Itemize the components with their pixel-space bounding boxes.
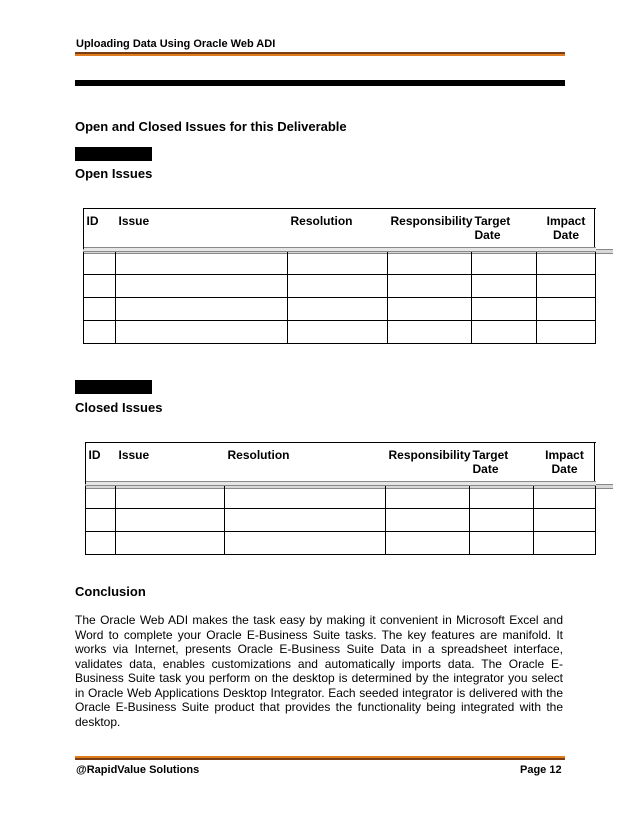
table-header-row <box>86 443 596 482</box>
table-row <box>86 532 596 555</box>
footer-rule-brown <box>75 758 565 760</box>
column-header-issue: Issue <box>116 209 288 248</box>
page-header-title: Uploading Data Using Oracle Web ADI <box>76 38 276 50</box>
table-row <box>84 252 596 275</box>
column-header-id: ID <box>84 209 116 248</box>
column-header-id: ID <box>86 443 116 482</box>
conclusion-heading: Conclusion <box>75 584 146 599</box>
column-header-responsibility: Responsibility <box>388 209 472 248</box>
section-title: Open and Closed Issues for this Deliverable <box>75 119 347 134</box>
table-row <box>86 486 596 509</box>
table-row <box>84 298 596 321</box>
column-header-issue: Issue <box>116 443 225 482</box>
column-header-resolution: Resolution <box>225 443 386 482</box>
column-header-target-date: Target Date <box>470 443 534 482</box>
open-issues-table <box>83 208 596 344</box>
column-header-target-date: Target Date <box>472 209 537 248</box>
column-header-responsibility: Responsibility <box>386 443 470 482</box>
table-row <box>84 321 596 344</box>
redacted-block <box>75 147 152 161</box>
column-header-impact-date: Impact Date <box>537 209 596 248</box>
redacted-block <box>75 380 152 394</box>
footer-page-number: Page 12 <box>520 764 562 776</box>
column-header-resolution: Resolution <box>288 209 388 248</box>
table-row <box>84 275 596 298</box>
section-rule-black <box>75 80 565 86</box>
closed-issues-table <box>85 442 596 555</box>
closed-issues-heading: Closed Issues <box>75 400 163 415</box>
header-rule-orange <box>75 54 565 56</box>
table-row <box>86 509 596 532</box>
table-header-row <box>84 209 596 248</box>
footer-company: @RapidValue Solutions <box>76 764 200 776</box>
open-issues-heading: Open Issues <box>75 166 153 181</box>
conclusion-paragraph: The Oracle Web ADI makes the task easy by making it convenient in Microsoft Excel and Word to complete your Oracle E-Business Suite tasks. The key features are manifold. It works via Internet, presents Oracle E-Business Suite Data in a spreadsheet interface, validates data, enables customizations and automatically imports data. The Oracle E-Business Suite task you perform on the desktop is determined by the integrator you select in Oracle Web Applications Desktop Integrator. Each seeded integrator is delivered with the Oracle E-Business Suite product that provides the functionality being integrated with the desktop. <box>75 613 563 729</box>
column-header-impact-date: Impact Date <box>534 443 596 482</box>
